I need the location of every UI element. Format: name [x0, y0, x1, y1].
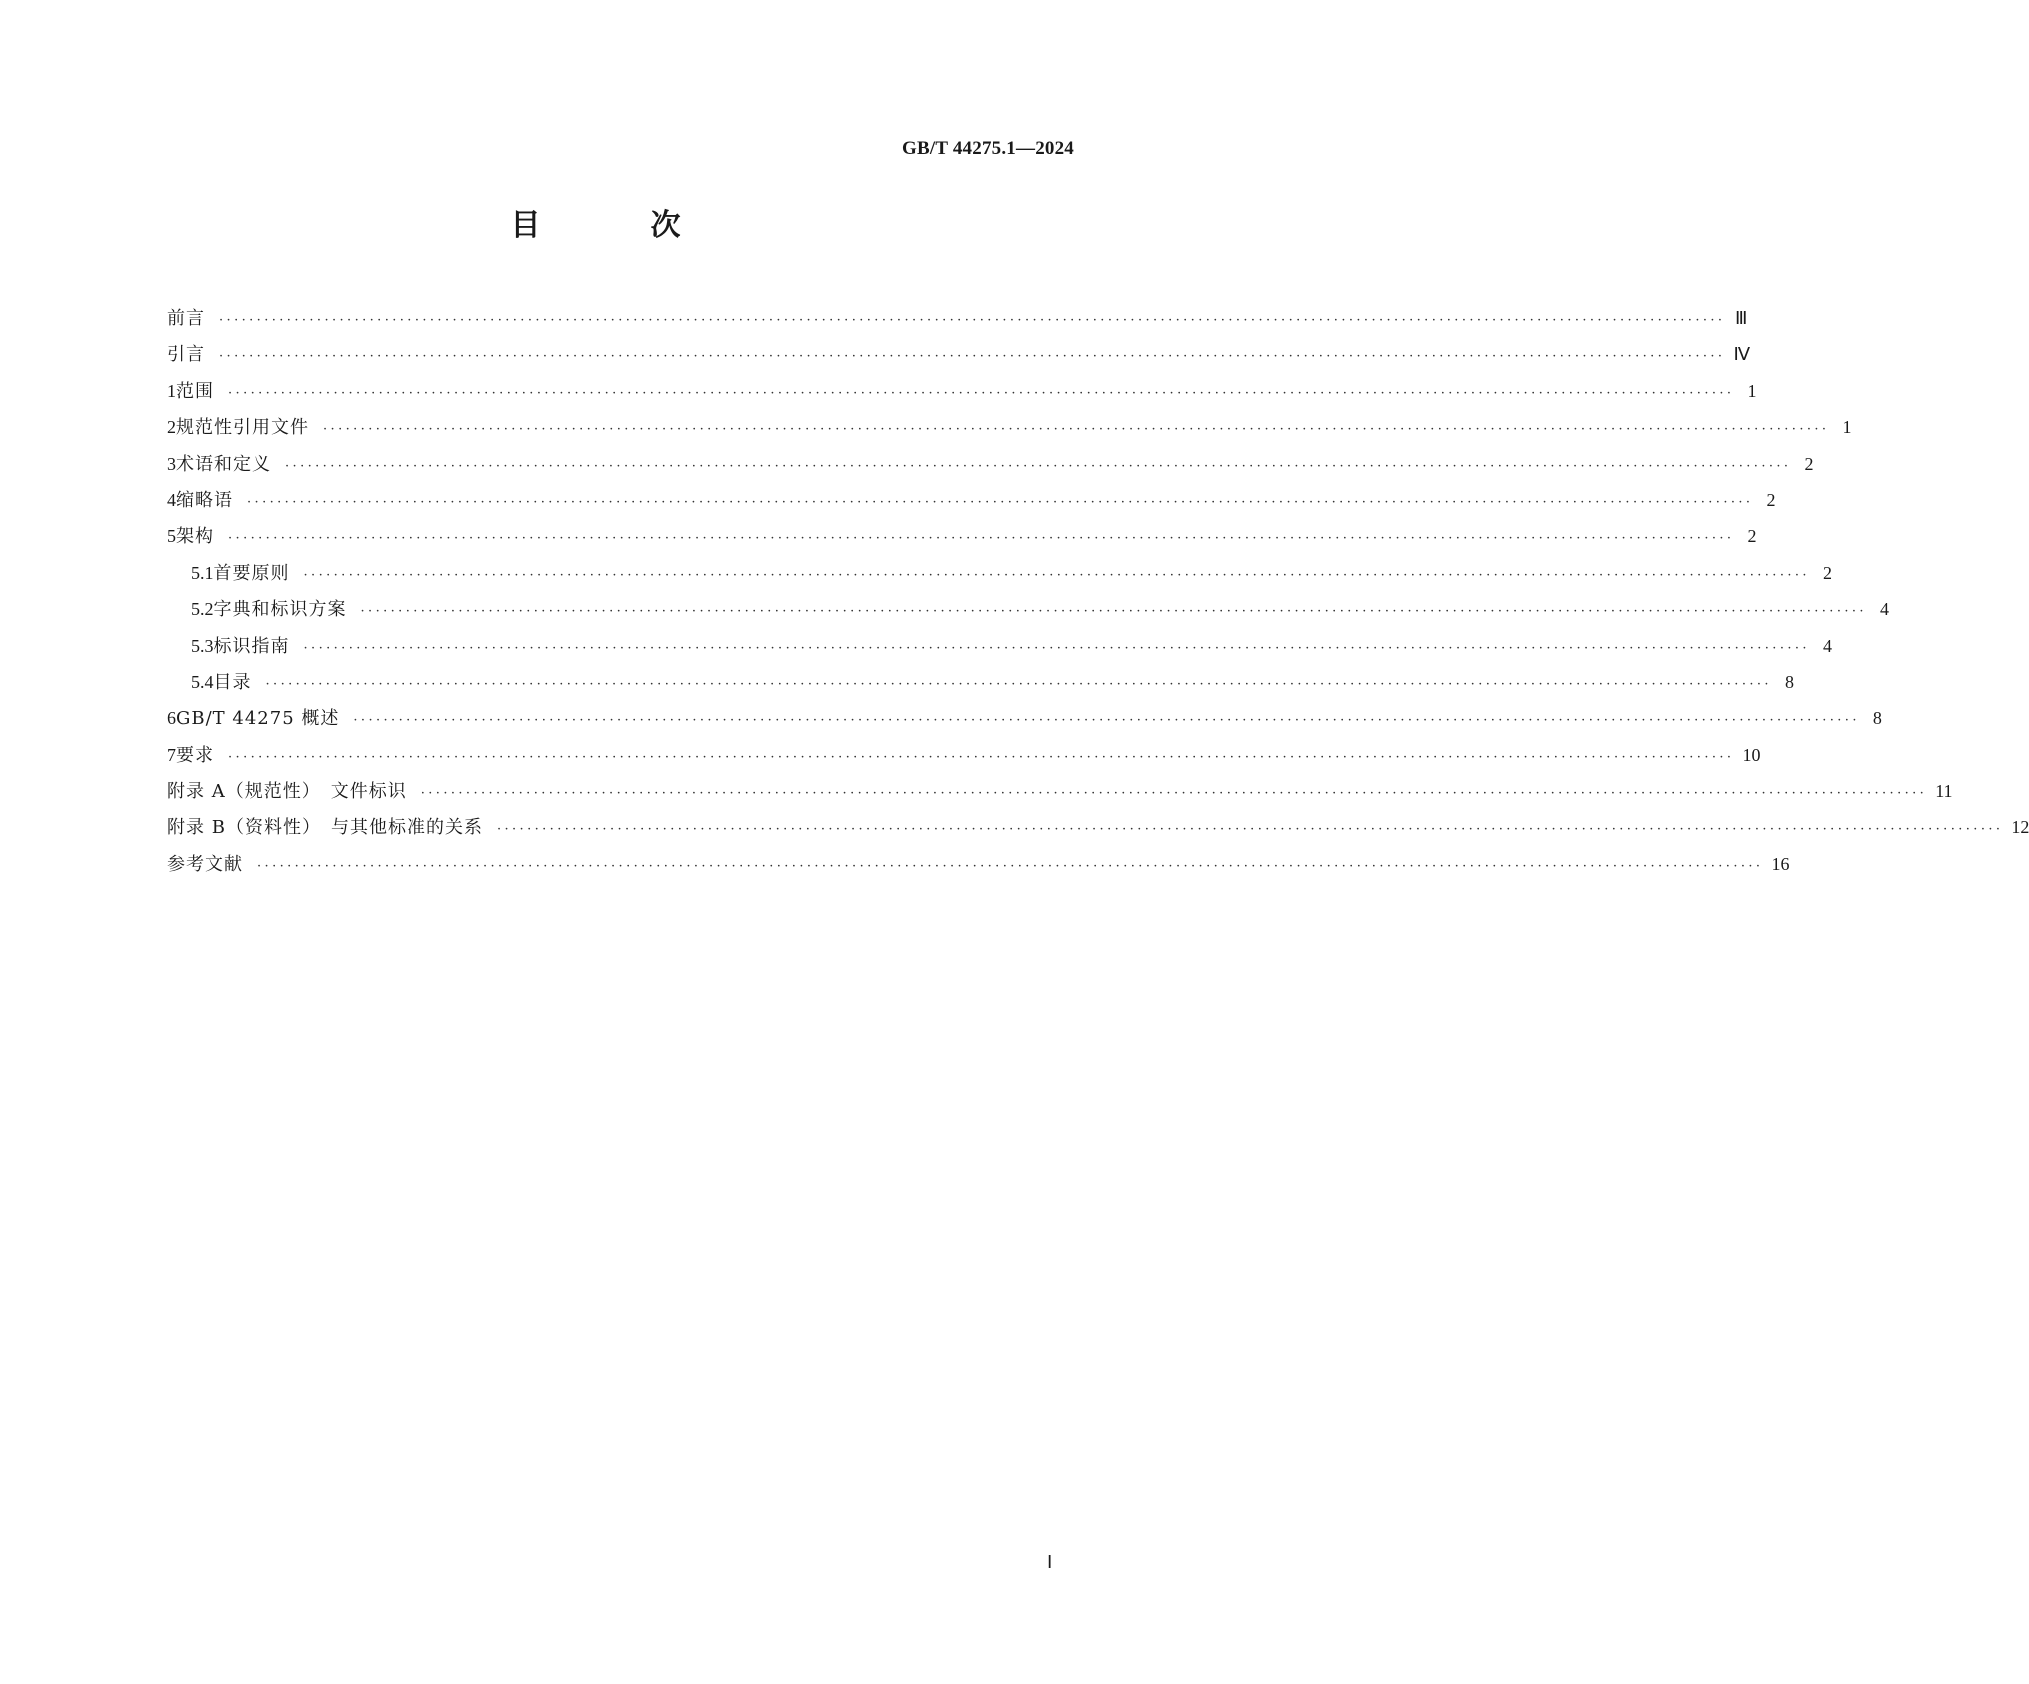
toc-entry-number: 2: [167, 417, 176, 438]
toc-dot-leader: ········································································································································································································: [360, 604, 1867, 620]
toc-entry-label: 缩略语: [176, 489, 233, 511]
toc-entry-page: 2: [1804, 453, 1814, 474]
toc-entry[interactable]: [167, 773, 1953, 809]
toc-dot-leader: ········································································································································································································: [303, 640, 1810, 656]
toc-entry[interactable]: [167, 737, 1761, 773]
toc-dot-leader: ········································································································································································································: [265, 676, 1772, 692]
toc-entry-label: 范围: [176, 380, 214, 402]
toc-entry-number: 1: [167, 380, 176, 401]
toc-entry-label: 规范性引用文件: [176, 417, 309, 439]
toc-entry-page: 4: [1822, 635, 1832, 656]
toc-entry-label: 术语和定义: [176, 453, 271, 475]
toc-dot-leader: ········································································································································································································: [228, 385, 1735, 401]
toc-entry-number: 6: [167, 708, 176, 729]
toc-entry-page: Ⅳ: [1733, 344, 1751, 365]
toc-entry-number: 5.4: [191, 671, 214, 692]
toc-entry-page: 11: [1935, 781, 1953, 802]
toc-entry[interactable]: [167, 446, 1814, 482]
toc-entry-page: 8: [1872, 708, 1882, 729]
toc-entry-page: 1: [1747, 380, 1757, 401]
toc-entry-page: 8: [1784, 671, 1794, 692]
page-title: 目 次: [510, 208, 721, 243]
toc-dot-leader: ········································································································································································································: [285, 458, 1792, 474]
toc-dot-leader: ········································································································································································································: [228, 749, 1735, 765]
toc-entry-label: 首要原则: [213, 562, 290, 584]
toc-entry-page: 2: [1766, 489, 1776, 510]
toc-entry-label: 字典和标识方案: [213, 599, 347, 621]
toc-entry[interactable]: [167, 591, 1889, 627]
toc-entry-label: 要求: [176, 744, 214, 766]
toc-entry-page: 4: [1879, 599, 1889, 620]
toc-entry-label: 标识指南: [213, 635, 290, 657]
toc-dot-leader: ········································································································································································································: [323, 422, 1830, 438]
toc-entry[interactable]: [167, 518, 1757, 554]
toc-entry-label: 引言: [167, 344, 205, 366]
toc-entry-label: GB/T 44275 概述: [176, 708, 340, 730]
toc-entry-number: 5.1: [191, 562, 214, 583]
toc-entry-number: 5.3: [191, 635, 214, 656]
toc-dot-leader: ········································································································································································································: [228, 531, 1735, 547]
page-number: Ⅰ: [1047, 1552, 1053, 1572]
toc-dot-leader: ········································································································································································································: [219, 349, 1726, 365]
toc-entry-label: 附录 B（资料性） 与其他标准的关系: [167, 817, 483, 839]
toc-entry-label: 附录 A（规范性） 文件标识: [167, 781, 407, 803]
toc-entry-number: 7: [167, 744, 176, 765]
toc-entry-page: 16: [1771, 853, 1790, 874]
standard-code: GB/T 44275.1—2024: [902, 138, 1074, 159]
toc-entry-page: 10: [1742, 744, 1761, 765]
toc-entry-number: 4: [167, 489, 176, 510]
toc-dot-leader: ········································································································································································································: [496, 822, 2004, 838]
toc-dot-leader: ········································································································································································································: [420, 786, 1928, 802]
toc-entry[interactable]: [167, 664, 1794, 700]
toc-dot-leader: ········································································································································································································: [257, 858, 1764, 874]
toc-dot-leader: ········································································································································································································: [247, 494, 1754, 510]
toc-entry[interactable]: [167, 846, 1790, 882]
toc-entry-label: 架构: [176, 526, 214, 548]
toc-entry-page: 1: [1842, 417, 1852, 438]
toc-entry-page: 2: [1747, 526, 1757, 547]
toc-entry-number: 5: [167, 526, 176, 547]
toc-entry[interactable]: [167, 336, 1751, 372]
toc-entry-label: 前言: [167, 308, 205, 329]
toc-entry-page: Ⅲ: [1735, 308, 1748, 328]
toc-entry-page: 12: [2011, 817, 2029, 838]
toc-entry[interactable]: [167, 628, 1832, 664]
toc-entry-label: 目录: [213, 671, 252, 693]
toc-entry[interactable]: [167, 300, 1748, 336]
toc-entry[interactable]: [167, 409, 1852, 445]
toc-entry-number: 3: [167, 453, 176, 474]
toc-entry[interactable]: [167, 482, 1776, 518]
toc-entry[interactable]: [167, 373, 1757, 409]
table-of-contents: [167, 300, 2029, 882]
toc-entry-label: 参考文献: [167, 853, 243, 875]
toc-entry-number: 5.2: [191, 599, 214, 620]
toc-dot-leader: ········································································································································································································: [303, 567, 1810, 583]
toc-entry[interactable]: [167, 809, 2029, 845]
toc-dot-leader: ········································································································································································································: [219, 313, 1726, 328]
toc-entry-page: 2: [1822, 562, 1832, 583]
toc-entry[interactable]: [167, 555, 1832, 591]
toc-entry[interactable]: [167, 700, 1882, 736]
toc-dot-leader: ········································································································································································································: [353, 713, 1860, 729]
